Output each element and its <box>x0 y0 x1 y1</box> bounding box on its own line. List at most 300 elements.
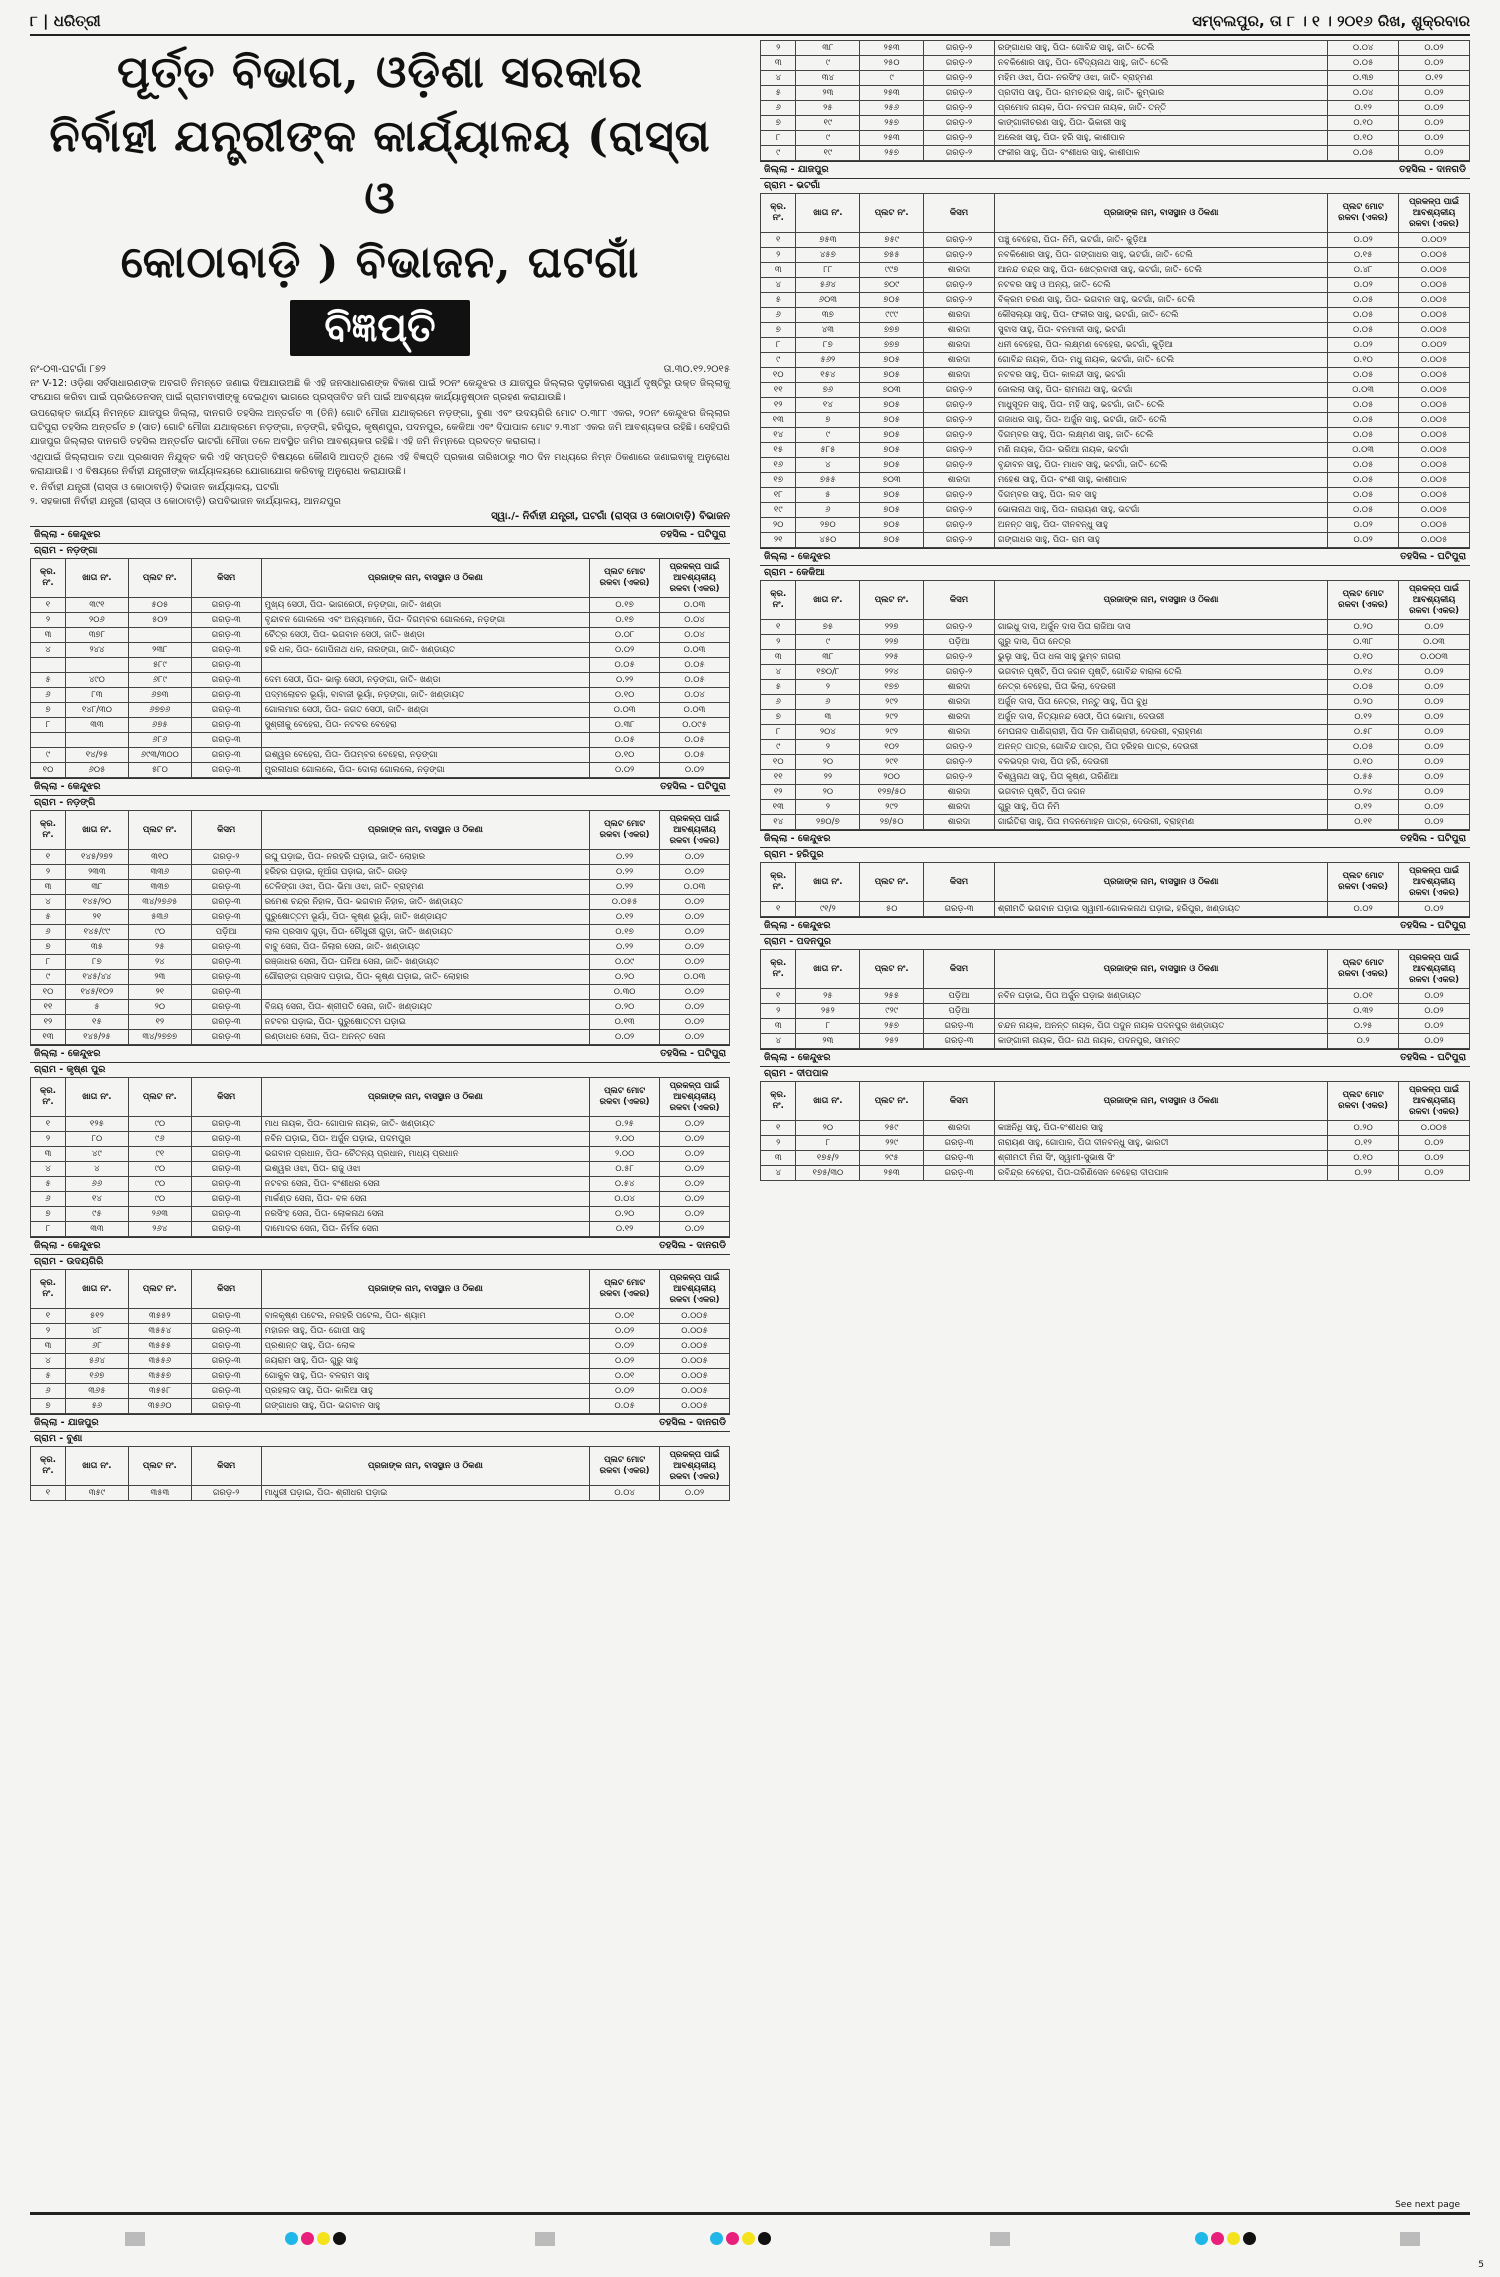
table-cell: ଇଶ୍ୱର ବେହେରା, ପିତା- ପିତାମ୍ବର ବେହେରା, ନଡ଼ଙ୍ଗା <box>261 748 590 763</box>
table-cell: ୨୫ <box>796 989 860 1004</box>
column-header: ପ୍ରଜାଙ୍କ ନାମ, ବାସସ୍ଥାନ ଓ ଠିକଣା <box>261 1078 590 1117</box>
table-cell: ୦.୦୨ <box>1399 146 1470 161</box>
table-cell: ୦.୦୨ <box>590 1354 660 1369</box>
table-cell: ପ୍ରହଲାଦ ସାହୁ, ପିତା- କାଳିଆ ସାହୁ <box>261 1384 590 1399</box>
table-cell: ଗରଡ଼-୨ <box>924 248 995 263</box>
table-cell: ୬ <box>31 925 66 940</box>
table-row <box>31 1000 730 1015</box>
table-cell: ୨୯୧ <box>860 755 924 770</box>
table-cell: ୯୦ <box>128 1192 191 1207</box>
table-cell: ୫୦ <box>860 902 924 917</box>
table-cell: ବୃନ୍ଦାବନ ଗୋଲଲେ ଏବଂ ଅନ୍ୟମାନେ, ପିତା- ଦିଗମ୍ବର ଗୋଲଲେ, ନଡ଼ଙ୍ଗା <box>261 613 590 628</box>
column-header: କ୍ର. ନଂ. <box>761 194 796 233</box>
table-cell: ୦.୧୨ <box>1328 101 1399 116</box>
table-cell: ୦.୦୨ <box>1399 1136 1470 1151</box>
table-cell: ୩୫୫୬ <box>128 1354 191 1369</box>
column-header: ପ୍ରଜାଙ୍କ ନାମ, ବାସସ୍ଥାନ ଓ ଠିକଣା <box>261 1270 590 1309</box>
district-row <box>760 548 1470 565</box>
table-cell: ଗରଡ଼-୩ <box>191 1369 261 1384</box>
table-cell: ୨୧ <box>761 533 796 548</box>
table-cell: ୦.୦୦୫ <box>1399 263 1470 278</box>
table-row <box>31 1147 730 1162</box>
table-cell: ୬୮୬ <box>128 733 191 748</box>
table-cell: ୦.୦୨ <box>1399 56 1470 71</box>
table-cell: ୦.୦୨ <box>1328 902 1399 917</box>
district-name: ଜିଲ୍ଲା - କେନ୍ଦୁଝର <box>34 1240 101 1251</box>
yellow-dot <box>742 2232 755 2245</box>
table-cell: ଚନ୍ଦନ ନାୟକ, ଅନନ୍ତ ନାୟକ, ପିତା ପଦୁନ ନାୟକ ପଦନପୁର ଖଣ୍ଡାୟତ <box>994 1019 1327 1034</box>
table-cell: ୮୩ <box>65 688 128 703</box>
table-cell: ଗରଡ଼-୨ <box>924 146 995 161</box>
table-cell: ଭୋଳାନାଥ ସାହୁ, ପିତା- ନାରାୟଣ ସାହୁ, ଭଟଗାଁ <box>994 503 1327 518</box>
table-cell: ଗରଡ଼-୨ <box>924 383 995 398</box>
cyan-dot <box>285 2232 298 2245</box>
table-row <box>761 338 1470 353</box>
table-cell: ଭଗବାନ ପ୍ରଧାନ, ପିତା- ଚୈତନ୍ୟ ପ୍ରଧାନ, ମାଧ୍ୟ ପ୍ରଧାନ <box>261 1147 590 1162</box>
table-cell: ୧୨ <box>761 398 796 413</box>
table-cell: ଚୈତ୍ର ସେଠୀ, ପିତା- ଭଗବାନ ସେଠୀ, ଜାତି- ଖଣ୍ଡା <box>261 628 590 643</box>
table-cell: ୦.୦୩ <box>1328 383 1399 398</box>
district-row <box>30 778 730 795</box>
table-row <box>31 1384 730 1399</box>
table-cell: ୨୩ <box>796 1034 860 1049</box>
table-cell: ୦.୦୦୫ <box>660 1339 730 1354</box>
table-cell: ୩୪ <box>796 71 860 86</box>
table-cell: ୧୩ <box>31 1030 66 1045</box>
table-cell: ପ୍ରଦୀପ ସାହୁ, ପିତା- ରାମଚନ୍ଦ୍ର ସାହୁ, ଜାତି- କୁମ୍ଭାର <box>994 86 1327 101</box>
table-cell: ୦.୧୦ <box>1328 755 1399 770</box>
table-cell: ଧନୀ ବେହେରା, ପିତା- ଲକ୍ଷ୍ମଣ ବେହେରା, ଭଟଗାଁ, କୁଡ଼ିଆ <box>994 338 1327 353</box>
table-cell: ଭଗବାନ ପୃଷ୍ଟି, ପିତା ଜଗନ <box>994 785 1327 800</box>
table-cell: ୫ <box>31 910 66 925</box>
table-cell: ୦.୦୦୫ <box>1399 473 1470 488</box>
table-row <box>761 518 1470 533</box>
table-cell: ୨ <box>31 865 66 880</box>
land-table <box>760 862 1470 917</box>
table-cell: ୪ <box>796 458 860 473</box>
table-cell: ୪୯୦ <box>65 673 128 688</box>
district-name: ଜିଲ୍ଲା - କେନ୍ଦୁଝର <box>34 529 101 540</box>
table-cell: ଅର୍ଜୁନ ଦାସ, ନିତ୍ୟାନନ୍ଦ ସେଠୀ, ପିତା ଭୋମା, ଦେଉରୀ <box>994 710 1327 725</box>
table-cell: ରଙ୍ଗାଧର ସାହୁ, ପିତା- ଗୋବିନ୍ଦ ସାହୁ, ଜାତି- ତେଲି <box>994 41 1327 56</box>
table-cell: ୦.୦୨ <box>660 985 730 1000</box>
table-cell: ୮ <box>761 338 796 353</box>
magenta-dot <box>1211 2232 1224 2245</box>
tahasil-name: ତହସିଲ - ଘଟିପୁରା <box>660 781 726 792</box>
table-row <box>31 955 730 970</box>
table-cell: ଗଙ୍ଗାଧର ସାହୁ, ପିତା- ଭଗବାନ ସାହୁ <box>261 1399 590 1414</box>
table-cell: କାଙ୍ଗାଳୀ ନାୟକ, ପିତା- ନାଥ ନାୟକ, ପଦନପୁର, ସାମନ୍ତ <box>994 1034 1327 1049</box>
table-cell: ୧୪୫/୪୪ <box>65 970 128 985</box>
table-row <box>761 308 1470 323</box>
table-cell: ୦.୨୨ <box>590 865 660 880</box>
gray-mark <box>535 2232 555 2246</box>
table-cell: ତେଳିଙ୍ଗା ଓଝା, ପିତା- ଭିମା ଓଝା, ଜାତି- ବ୍ରାହ୍ମଣ <box>261 880 590 895</box>
table-row <box>31 985 730 1000</box>
table-cell: ବୃନ୍ଦାବନ ସାହୁ, ପିତା- ମାଧବ ସାହୁ, ଭଟଗାଁ, ଜାତି- ତେଲି <box>994 458 1327 473</box>
table-cell: ଗରଡ଼-୨ <box>924 503 995 518</box>
table-cell: ଶ୍ରୀମତି ଭଗବାନ ଘଡ଼ାଇ ସ୍ୱାମୀ-ଗୋଲକନାଥ ଘଡ଼ାଇ, ହରିପୁର, ଖଣ୍ଡାୟତ <box>994 902 1327 917</box>
table-cell: ୦.୦୨ <box>660 910 730 925</box>
table-row <box>761 989 1470 1004</box>
table-cell: ଗରଡ଼-୩ <box>191 598 261 613</box>
table-cell: ୨୫୨ <box>860 1034 924 1049</box>
table-cell: ଗରଡ଼-୨ <box>924 413 995 428</box>
table-cell: ୯ <box>31 748 66 763</box>
table-cell: ହରିହର ଘଡ଼ାଇ, ନୂଆଁଗ ଘଡ଼ାଇ, ଜାତି- ଗଉଡ଼ <box>261 865 590 880</box>
village-name: ଗ୍ରାମ - ହରିପୁର <box>760 847 1470 862</box>
column-header: କ୍ର. ନଂ. <box>31 1078 66 1117</box>
cyan-dot <box>710 2232 723 2245</box>
table-row <box>761 1151 1470 1166</box>
table-cell: ୨୧ <box>128 985 191 1000</box>
column-header: ପ୍ରକଳ୍ପ ପାଇଁ ଆବଶ୍ୟକୀୟ ରକବା (ଏକର) <box>660 811 730 850</box>
table-cell: ଗରଡ଼-୩ <box>191 673 261 688</box>
table-cell: ପ୍ରଶାନ୍ତ ସାହୁ, ପିତା- ଲୋକ <box>261 1339 590 1354</box>
table-cell: ୨୫୫ <box>860 989 924 1004</box>
table-cell: ଗରଡ଼-୨ <box>924 770 995 785</box>
table-cell: ୦.୦୮ <box>590 628 660 643</box>
district-row <box>760 1049 1470 1066</box>
table-row <box>31 1132 730 1147</box>
table-cell: ୧୬ <box>761 458 796 473</box>
table-row <box>761 398 1470 413</box>
cyan-dot <box>1195 2232 1208 2245</box>
table-cell: ଗଜାଧର ସାହୁ, ପିତା- ଅର୍ଜୁନ ସାହୁ, ଭଟଗାଁ, ଜାତି- ତେଲି <box>994 413 1327 428</box>
table-cell: ୦.୦୪ <box>1328 86 1399 101</box>
table-cell: ୦.୦୨ <box>660 955 730 970</box>
table-cell: ୦.୦୨ <box>590 763 660 778</box>
table-cell: ୦.୧୧ <box>1328 815 1399 830</box>
table-row <box>761 473 1470 488</box>
table-cell: ଗରଡ଼-୩ <box>191 1132 261 1147</box>
table-cell: ୦.୦୫ <box>1328 293 1399 308</box>
table-cell: ୦.୦୨ <box>1399 710 1470 725</box>
table-cell: ୦.୫୮ <box>1328 725 1399 740</box>
cmyk-dots <box>1195 2232 1256 2245</box>
table-cell: ୦.୦୯୫ <box>660 718 730 733</box>
table-cell: ଗରଡ଼-୩ <box>191 1384 261 1399</box>
table-cell: ଗରଡ଼-୩ <box>191 910 261 925</box>
table-cell: ୦.୦୦୫ <box>1399 383 1470 398</box>
table-cell: ୩ <box>761 1151 796 1166</box>
district-row <box>760 161 1470 178</box>
table-row <box>761 458 1470 473</box>
table-cell <box>994 1004 1327 1019</box>
cmyk-dots <box>710 2232 771 2245</box>
table-cell: ନବିନ ଘଡ଼ାଇ, ପିତା- ଅର୍ଜୁନ ଘଡ଼ାଇ, ପଦମପୁର <box>261 1132 590 1147</box>
table-cell: ୦.୦୨ <box>590 643 660 658</box>
table-row <box>761 1166 1470 1181</box>
table-header-row <box>31 1447 730 1486</box>
table-cell: ୦.୧୫ <box>1328 248 1399 263</box>
table-row <box>761 1034 1470 1049</box>
table-cell: ୧୪/୨୫ <box>65 748 128 763</box>
column-header: ପ୍ଲଟ ମୋଟ ରକବା (ଏକର) <box>1328 950 1399 989</box>
table-cell: ୦.୧୨ <box>1328 800 1399 815</box>
table-cell: ଦେମ ସେଠୀ, ପିତା- ଭାଲୁ ସେଠୀ, ନଡ଼ଙ୍ଗା, ଜାତି- ଖଣ୍ଡା <box>261 673 590 688</box>
table-cell: ୨.୦୦ <box>590 1147 660 1162</box>
table-cell: ଗରଡ଼-୩ <box>191 1324 261 1339</box>
column-header: ପ୍ଲଟ ମୋଟ ରକବା (ଏକର) <box>1328 1082 1399 1121</box>
table-cell: ୧୦ <box>31 763 66 778</box>
table-cell: ଶାରଦା <box>924 680 995 695</box>
table-cell: ୦.୦୨ <box>1399 755 1470 770</box>
table-cell: ୬ <box>761 101 796 116</box>
table-cell: ୦.୦୩ <box>1399 635 1470 650</box>
column-header: ପ୍ଲଟ ମୋଟ ରକବା (ଏକର) <box>590 1447 660 1486</box>
table-cell: ୦.୦୫ <box>1328 680 1399 695</box>
table-cell: ୦.୦୨ <box>660 1162 730 1177</box>
table-cell: ୯୦ <box>128 1162 191 1177</box>
table-cell: ୧ <box>31 850 66 865</box>
table-cell: ୦.୦୨ <box>660 1177 730 1192</box>
column-header: କିସମ <box>924 581 995 620</box>
table-cell: ୯୫ <box>65 1207 128 1222</box>
table-cell: ୨୫୨ <box>796 1004 860 1019</box>
table-cell: ୦.୦୨ <box>1399 41 1470 56</box>
table-row <box>31 925 730 940</box>
table-cell: ଗରଡ଼-୨ <box>924 41 995 56</box>
table-cell: ୦.୦୦୫ <box>1399 488 1470 503</box>
table-cell: ୦.୦୨ <box>660 1132 730 1147</box>
column-header: ପ୍ଲଟ ମୋଟ ରକବା (ଏକର) <box>590 559 660 598</box>
table-cell: ୯ <box>860 71 924 86</box>
table-cell: ୦.୦୨ <box>1399 131 1470 146</box>
table-cell <box>128 628 191 643</box>
headline-line: ନିର୍ବାହୀ ଯନ୍ତ୍ରୀଙ୍କ କାର୍ଯ୍ୟାଳୟ (ରାସ୍ତା ଓ <box>49 111 711 224</box>
table-cell: ୩ <box>31 1339 66 1354</box>
table-row <box>31 703 730 718</box>
table-cell: ୦.୦୨ <box>1399 740 1470 755</box>
table-cell: ଗରଡ଼-୩ <box>191 1000 261 1015</box>
table-cell: ଗରଡ଼-୩ <box>924 1136 995 1151</box>
table-cell: ୦.୧୨ <box>590 1222 660 1237</box>
table-cell: ୦.୦୫ <box>1328 398 1399 413</box>
table-cell: ଗରଡ଼-୨ <box>924 428 995 443</box>
table-cell: ୮ <box>761 725 796 740</box>
table-cell: ୬ <box>796 503 860 518</box>
table-cell: ୦.୦୫ <box>590 1399 660 1414</box>
table-cell: ୪ <box>761 278 796 293</box>
column-header: କ୍ର. ନଂ. <box>761 581 796 620</box>
table-cell: ୦.୦୦୫ <box>660 1309 730 1324</box>
table-row <box>761 413 1470 428</box>
table-cell: ଗରଡ଼-୨ <box>924 233 995 248</box>
table-cell: ୬ <box>31 688 66 703</box>
table-cell: ୧ <box>31 1117 66 1132</box>
table-cell: ଗରଡ଼-୨ <box>924 488 995 503</box>
table-cell: ହରି ଧଳ, ପିତା- ଗୋପିନାଥ ଧଳ, ନାରଙ୍ଗା, ଜାତି- ଖଣ୍ଡାୟତ <box>261 643 590 658</box>
table-row <box>761 1019 1470 1034</box>
table-cell: ୧୦୨ <box>860 740 924 755</box>
table-header-row <box>31 1270 730 1309</box>
table-cell: ଗରଡ଼-୩ <box>191 1117 261 1132</box>
table-cell: ୫୩୬ <box>128 910 191 925</box>
table-cell: ଆନନ୍ଦ ଚନ୍ଦ୍ର ସାହୁ, ପିତା- ଖେତ୍ରବାସୀ ସାହୁ, ଭଟଗାଁ, ଜାତି- ତେଲି <box>994 263 1327 278</box>
table-cell: ଗରଡ଼-୩ <box>191 733 261 748</box>
table-cell: ଗରଡ଼-୩ <box>191 895 261 910</box>
table-cell: ଦାମୋଦର ସେନା, ପିତା- ନିର୍ମଳ ସେନା <box>261 1222 590 1237</box>
table-cell: ୨୨୯ <box>860 1136 924 1151</box>
page-number: 5 <box>1478 2260 1484 2270</box>
cmyk-dots <box>285 2232 346 2245</box>
table-cell: ସୁଶ୍ରୀକୁ ବେହେରା, ପିତା- ନଟବର ବେହେରା <box>261 718 590 733</box>
table-cell: ୦.୦୦୫ <box>1399 308 1470 323</box>
table-cell: ୨୫୭ <box>860 1019 924 1034</box>
table-cell: ୬୬ <box>65 1177 128 1192</box>
table-cell: ୨୭୦ <box>796 518 860 533</box>
table-cell: ୩୫୯ <box>65 1486 128 1501</box>
table-cell: ବିଜୟ ସେନା, ପିତା- ଶ୍ରୀପତି ସେନା, ଜାତି- ଖଣ୍ଡାୟତ <box>261 1000 590 1015</box>
column-header: ପ୍ରକଳ୍ପ ପାଇଁ ଆବଶ୍ୟକୀୟ ରକବା (ଏକର) <box>660 1447 730 1486</box>
table-cell: ୦.୦୫ <box>1328 323 1399 338</box>
column-header: ପ୍ରଜାଙ୍କ ନାମ, ବାସସ୍ଥାନ ଓ ଠିକଣା <box>994 863 1327 902</box>
tahasil-name: ତହସିଲ - ଘଟିପୁରା <box>1400 551 1466 562</box>
table-cell: ୭୦୫ <box>860 293 924 308</box>
table-cell: ୩ <box>31 1147 66 1162</box>
village-name: ଗ୍ରାମ - କୃଷ୍ଣ ପୁର <box>30 1062 730 1077</box>
district-name: ଜିଲ୍ଲା - କେନ୍ଦୁଝର <box>34 1048 101 1059</box>
table-row <box>761 428 1470 443</box>
table-cell: ୩୫୫୨ <box>128 1309 191 1324</box>
table-cell: ୧୨୫ <box>65 1117 128 1132</box>
table-cell: ୦.୦୫ <box>1328 458 1399 473</box>
table-cell: ୬୦୩ <box>796 293 860 308</box>
table-cell: ୦.୦୦୫ <box>1399 413 1470 428</box>
district-row <box>760 830 1470 847</box>
table-cell: ୧ <box>761 989 796 1004</box>
table-row <box>31 1222 730 1237</box>
table-cell: ଗରଡ଼-୩ <box>191 880 261 895</box>
address-item: ୨. ସହକାରୀ ନିର୍ବାହୀ ଯନ୍ତ୍ରୀ (ରାସ୍ତା ଓ କୋଠାବାଡ଼ି) ଉପବିଭାଜନ କାର୍ଯ୍ୟାଳୟ, ଆନନ୍ଦପୁର <box>30 496 341 507</box>
table-cell: ୧୪ <box>761 428 796 443</box>
column-header: ଖାତା ନଂ. <box>796 950 860 989</box>
column-header: ପ୍ରକଳ୍ପ ପାଇଁ ଆବଶ୍ୟକୀୟ ରକବା (ଏକର) <box>1399 581 1470 620</box>
table-cell: ୦.୦୫୫ <box>590 895 660 910</box>
table-row <box>761 755 1470 770</box>
table-cell: ମଣି ନାୟକ, ପିତା- ଭରିଆ ନାୟକ, ଭଟଗାଁ <box>994 443 1327 458</box>
table-cell: ୨୪୪ <box>65 643 128 658</box>
table-cell: ଗରଡ଼-୩ <box>191 1030 261 1045</box>
column-header: ପ୍ରକଳ୍ପ ପାଇଁ ଆବଶ୍ୟକୀୟ ରକବା (ଏକର) <box>660 1270 730 1309</box>
table-cell: ଗରଡ଼-୩ <box>191 1222 261 1237</box>
yellow-dot <box>317 2232 330 2245</box>
table-cell: ଗରଡ଼-୩ <box>191 688 261 703</box>
table-cell: ୩୫୬୦ <box>128 1399 191 1414</box>
land-table <box>760 40 1470 161</box>
table-row <box>31 628 730 643</box>
table-cell: ୯ <box>796 428 860 443</box>
table-cell: ଗରଡ଼-୩ <box>191 985 261 1000</box>
table-cell: ୯ <box>761 740 796 755</box>
table-cell: ୦.୦୨ <box>1399 116 1470 131</box>
table-cell: ପଦ୍ମଲୋଚନ ଭୂୟାଁ, ବାବାଜୀ ଭୂୟାଁ, ନଡ଼ଙ୍ଗା, ଜାତି- ଖଣ୍ଡାୟତ <box>261 688 590 703</box>
tahasil-name: ତହସିଲ - ଘଟିପୁରା <box>660 1048 726 1059</box>
land-table <box>30 1446 730 1501</box>
table-cell: ମେଘନାଦ ପାଣିଗ୍ରାହୀ, ପିତା ଦିନ ପାଣିଗ୍ରାହୀ, ଦେଉରୀ, ବ୍ରାହ୍ମଣ <box>994 725 1327 740</box>
table-cell: ୦.୦୨ <box>660 1192 730 1207</box>
table-header-row <box>31 559 730 598</box>
table-cell: ୯ <box>796 56 860 71</box>
notice-paragraph: ନଂ V-12: ଓଡ଼ିଶା ସର୍ବସାଧାରଣଙ୍କ ଅବଗତି ନିମନ୍ତେ ଜଣାଇ ଦିଆଯାଉଅଛି କି ଏହି ଜନସାଧାରଣଙ୍କ ବିକାଶ ପାଇଁ ୨୦ନଂ କେନ୍ଦୁଝର ଓ ଯାଜପୁର ଜିଲ୍ଲାର ଦୃଢ଼ୀକରଣ ସ୍ୱାର୍ଥ ଦୃଷ୍ଟିରୁ ଉକ୍ତ ଜିଲ୍ଲାକୁ ସଂଯୋଗ କରିବା ପାଇଁ ପ୍ରଭିଡେନସନ୍ ପାଇଁ ଗ୍ରାମବାସୀଙ୍କୁ ଦେଇଥିବା ଭାଗରେ ପ୍ରସ୍ତାବିତ ଜମି ପାଇଁ ଆବଶ୍ୟକ କାର୍ଯ୍ୟାନୁଷ୍ଠାନ ଗ୍ରହଣ କରାଯାଉଛି। <box>30 378 730 403</box>
table-row <box>31 1162 730 1177</box>
table-cell: ୭୭୭ <box>860 338 924 353</box>
table-cell: ଇଶ୍ୱର ଓଝା, ପିତା- ରାଜୁ ଓଝା <box>261 1162 590 1177</box>
table-cell: ୮୭ <box>65 955 128 970</box>
table-cell: ୧୭ <box>761 473 796 488</box>
table-cell: ୩ <box>796 710 860 725</box>
table-row <box>31 1399 730 1414</box>
table-cell: ୨୩୮ <box>128 643 191 658</box>
table-cell: ୦.୦୦୫ <box>1399 1121 1470 1136</box>
table-cell: ୦.୦୨ <box>590 1324 660 1339</box>
table-cell: ୩୩ <box>65 1222 128 1237</box>
table-cell: ୨୨୭ <box>860 620 924 635</box>
table-cell: ୦.୧୦ <box>1328 116 1399 131</box>
table-cell: ୨ <box>761 1004 796 1019</box>
table-row <box>761 665 1470 680</box>
table-cell: ଗରଡ଼-୩ <box>191 1354 261 1369</box>
table-cell: ୦.୨୦ <box>1328 1121 1399 1136</box>
table-row <box>761 1136 1470 1151</box>
table-cell: ୦.୦୦୫ <box>660 1324 730 1339</box>
table-row <box>31 748 730 763</box>
table-cell: ୦.୦୨ <box>660 895 730 910</box>
table-cell: ନବିନ ଘଡ଼ାଇ, ପିତା ଅର୍ଜୁନ ଘଡ଼ାଇ ଖଣ୍ଡାୟତ <box>994 989 1327 1004</box>
table-cell: ୧୪ <box>65 1192 128 1207</box>
table-cell: ୦.୨୫ <box>590 1117 660 1132</box>
column-header: ଖାତା ନଂ. <box>796 1082 860 1121</box>
table-row <box>31 1339 730 1354</box>
land-table <box>30 1077 730 1237</box>
table-cell: ୫୦୨ <box>128 613 191 628</box>
table-cell: ୦.୨୦ <box>590 1000 660 1015</box>
table-cell: ୧୭୫/୩୦ <box>796 1166 860 1181</box>
column-header: ପ୍ରକଳ୍ପ ପାଇଁ ଆବଶ୍ୟକୀୟ ରକବା (ଏକର) <box>1399 194 1470 233</box>
table-cell: ନାରାୟଣ ସାହୁ, ଗୋପାଳ, ପିତା ଦୀନବନ୍ଧୁ ସାହୁ, ଭାରତୀ <box>994 1136 1327 1151</box>
table-row <box>31 895 730 910</box>
column-header: ପ୍ଲଟ ନଂ. <box>860 863 924 902</box>
table-cell: ୦.୨୦ <box>1328 695 1399 710</box>
table-cell: ୦.୦୩ <box>660 643 730 658</box>
table-cell: ୦.୩୨ <box>1328 1004 1399 1019</box>
table-cell: ଗରଡ଼-୨ <box>924 650 995 665</box>
table-cell: ଗରଡ଼-୨ <box>924 518 995 533</box>
table-cell: ଗରଡ଼-୩ <box>191 1339 261 1354</box>
table-row <box>761 488 1470 503</box>
table-cell: ୧୪୫/୯୯ <box>65 925 128 940</box>
table-cell: ଶାରଦା <box>924 1121 995 1136</box>
table-cell: ୦.୦୫ <box>1328 146 1399 161</box>
table-cell: ୨୦ <box>796 1121 860 1136</box>
column-header: ପ୍ଲଟ ନଂ. <box>128 811 191 850</box>
table-cell: ୦.୫୫ <box>1328 770 1399 785</box>
table-cell: ୫୬୪ <box>796 278 860 293</box>
table-cell: ୨୦୪ <box>796 725 860 740</box>
table-cell: ୦.୦୨ <box>660 1117 730 1132</box>
table-cell: ୨୫୯ <box>860 1121 924 1136</box>
table-cell: ୦.୦୫ <box>1328 428 1399 443</box>
table-cell: ୭୦୩ <box>860 473 924 488</box>
table-cell: ୧ <box>761 620 796 635</box>
table-cell: ୮ <box>796 1136 860 1151</box>
table-cell: ନେତ୍ର ବେହେରା, ପିତା ଭିଲା, ଦେଉରୀ <box>994 680 1327 695</box>
table-cell: ୦.୦୦୫ <box>1399 278 1470 293</box>
table-cell: ୦.୦୦୫ <box>1399 458 1470 473</box>
table-cell: ୮୮ <box>796 263 860 278</box>
table-cell: ୦.୦୨ <box>1399 620 1470 635</box>
